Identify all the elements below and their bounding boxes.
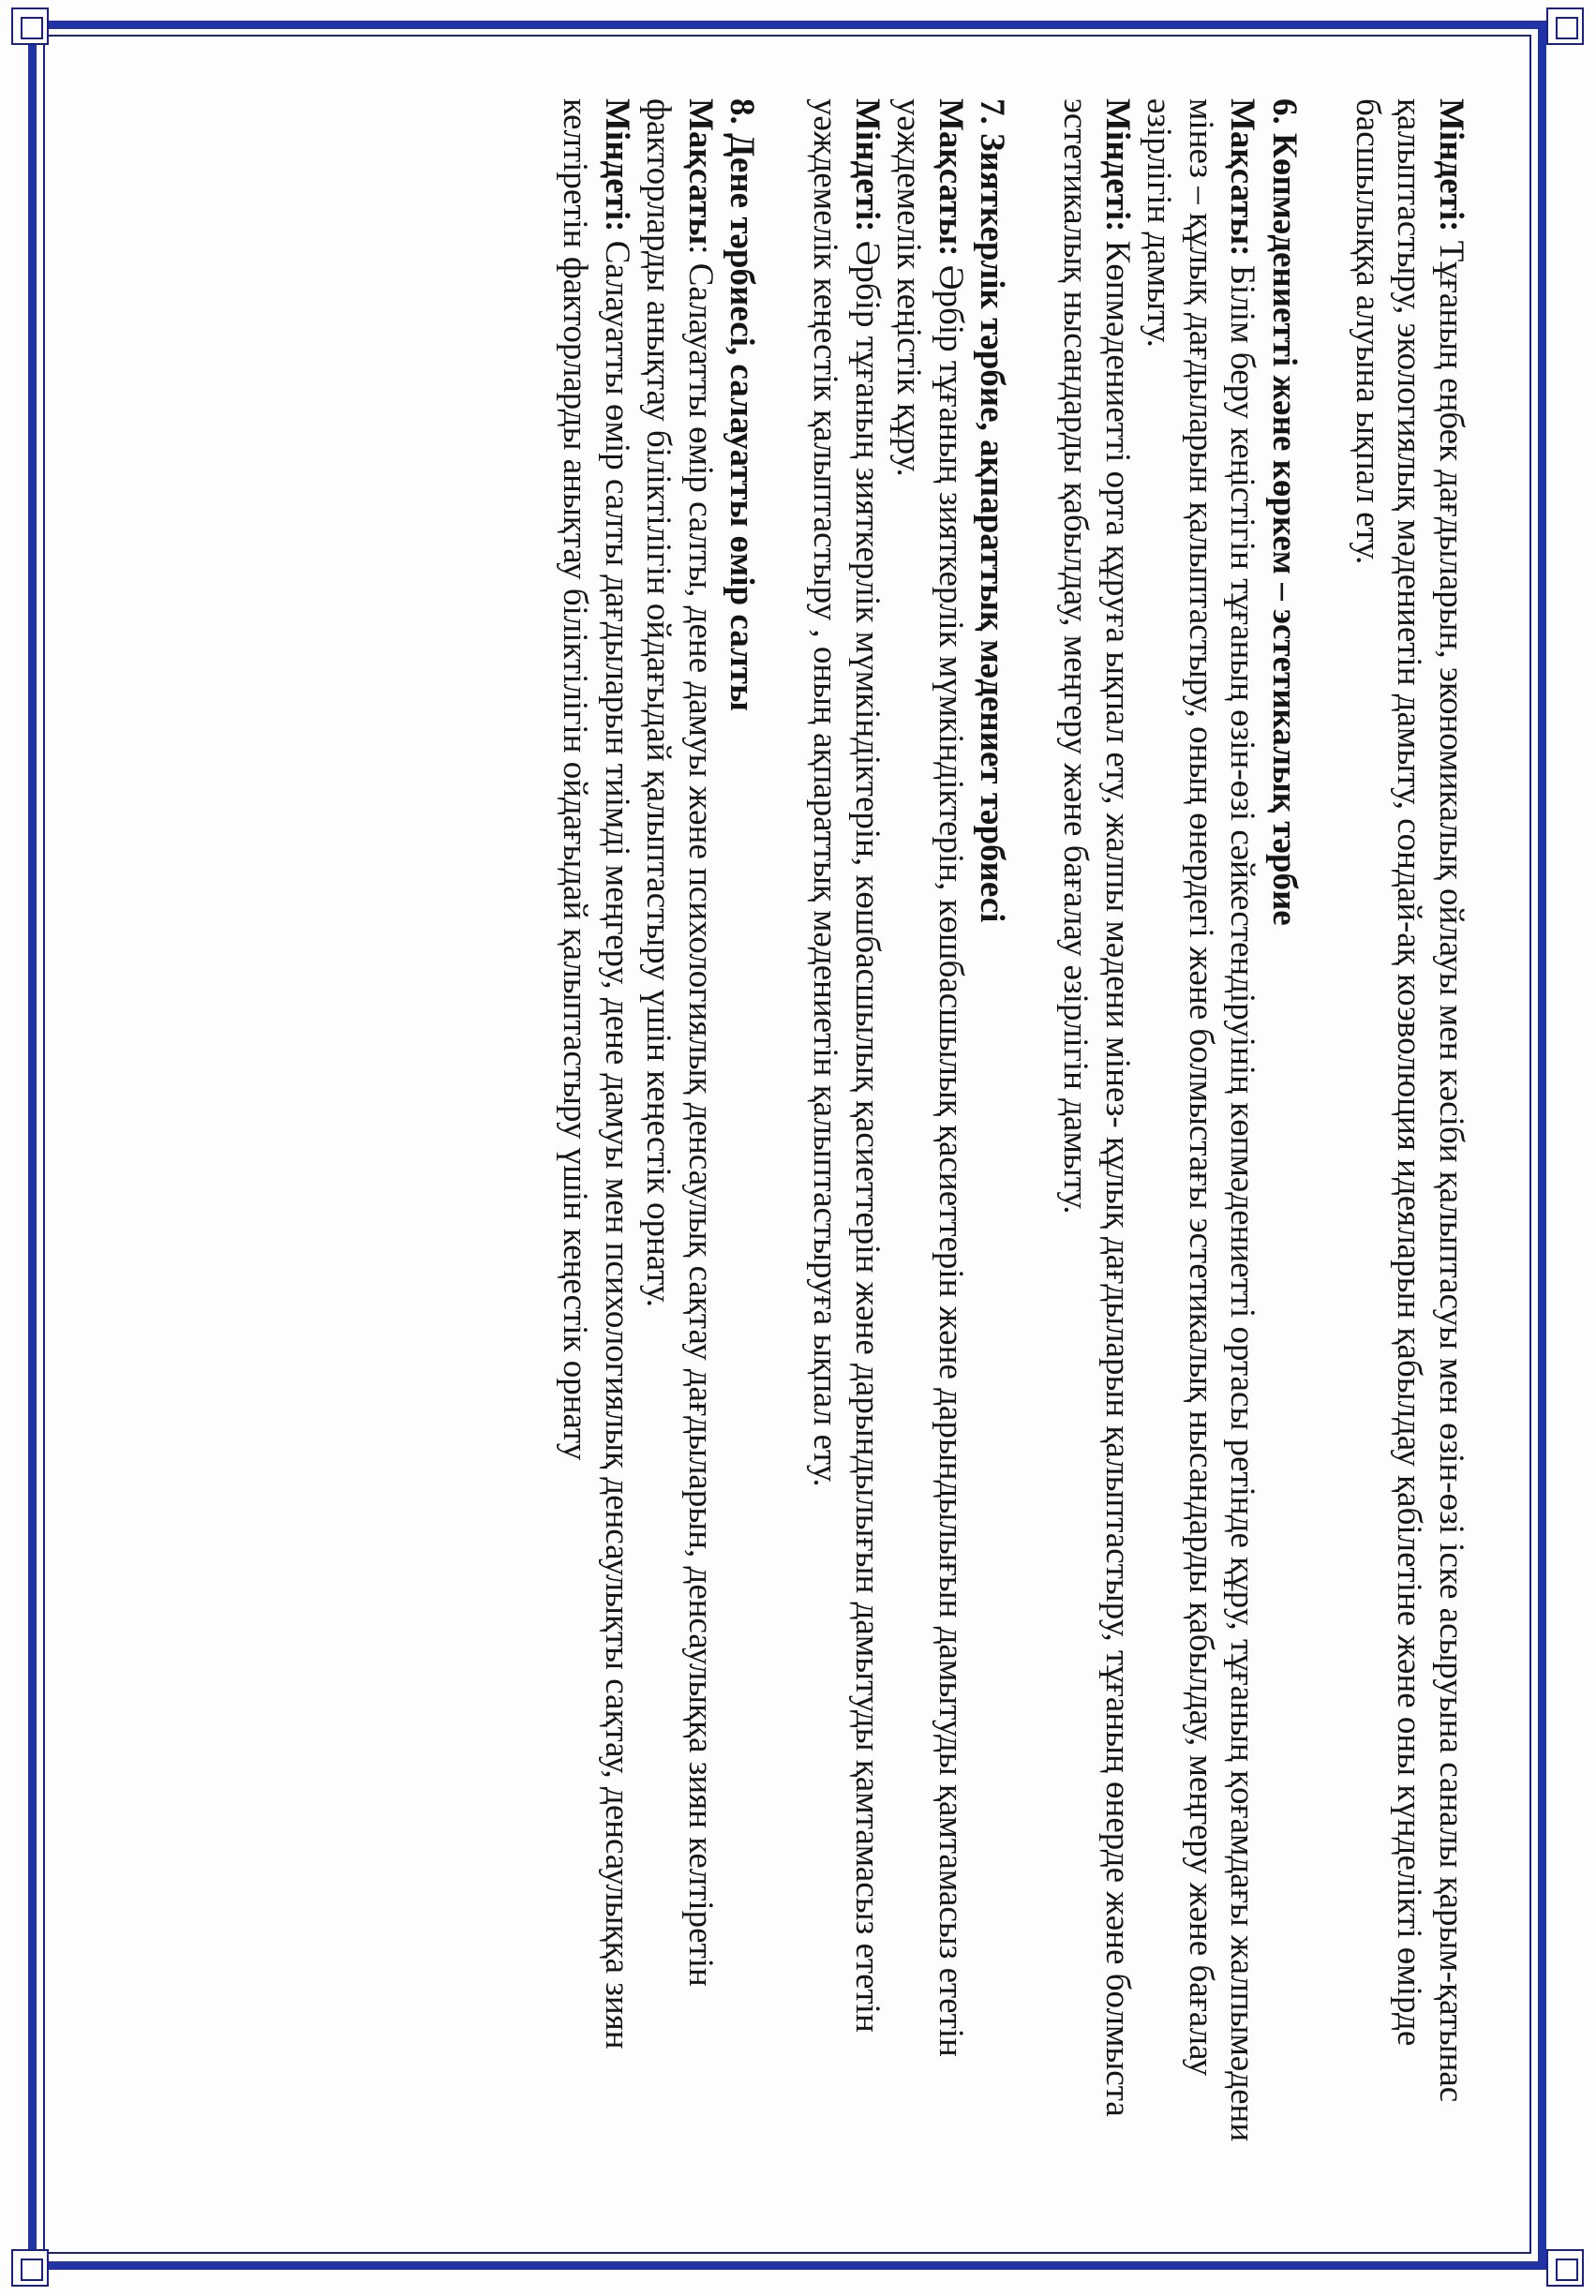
task-label: Міндеті: bbox=[598, 98, 636, 232]
intro-label: Міндеті: bbox=[1432, 98, 1470, 232]
goal-label: Мақсаты: bbox=[932, 98, 970, 257]
section-goal bbox=[887, 98, 971, 2174]
border-corner-ornament bbox=[1546, 7, 1584, 45]
goal-label: Мақсаты: bbox=[1223, 98, 1262, 257]
goal-text: Әрбір тұғаның зияткерлік мүмкіндіктерін, көшбасшылық қасиеттерін және дарындылығын дамытуды қамтамасыз ететін уәждемелік кеңістік құру. bbox=[889, 98, 970, 2057]
section-task bbox=[1054, 98, 1138, 2174]
goal-text: Білім беру кеңістігін тұғаның өзін-өзі сәйкестендіруінің көпмәдениетті ортасы ретінде құру, тұғаның қоғамдағы жалпымәдени мінез – құлық дағдыларын қалыптастыру, оның өнердегі және болмыстағы эстетикалық нысандарды қабылдау, меңгеру және бағалау әзірлігін дамыту. bbox=[1140, 98, 1262, 2142]
section-heading: 7. Зияткерлік тәрбие, ақпараттық мәдениет тәрбиесі bbox=[973, 98, 1012, 923]
intro-text: Тұғаның еңбек дағдыларын, экономикалық ойлауы мен кәсіби қалыптасуы мен өзін-өзі іске асыруына саналы қарым-қатынас қалыптастыру, экологиялық мәдениетін дамыту, сондай-ақ коэволюция идеяларын қабылдау қабілетіне және оны күнделікті өмірде басшылыққа алуына ықпал ету. bbox=[1349, 98, 1470, 2103]
task-text: Көпмәдениетті орта құруға ықпал ету, жалпы мәдени мінез- құлық дағдыларын қалыптастыру, тұғаның өнерде және болмыста эстетикалық нысандарды қабылдау, меңгеру және бағалау әзірлігін дамыту. bbox=[1056, 98, 1137, 2117]
border-corner-ornament bbox=[11, 7, 49, 45]
section-goal bbox=[637, 98, 721, 2174]
section-goal bbox=[1138, 98, 1263, 2174]
goal-label: Мақсаты bbox=[681, 98, 720, 246]
border-corner-ornament bbox=[1546, 2249, 1584, 2287]
section-task bbox=[554, 98, 637, 2174]
intro-paragraph bbox=[1347, 98, 1472, 2174]
section-heading: 6. Көпмәдениетті және көркем – эстетикалық тәрбие bbox=[1265, 98, 1304, 926]
section-8 bbox=[554, 98, 763, 2174]
task-text: Әрбір тұғаның зияткерлік мүмкіндіктерін, көшбасшылық қасиеттерін және дарындылығын дамытуды қамтамасыз ететін уәждемелік кеңестік қалыптастыру , оның ақпараттық мәдениетін қалыптастыруға ықпал ету. bbox=[806, 98, 887, 2033]
task-text: Салауатты өмір салты дағдыларын тиімді меңгеру, дене дамуы мен психологиялық денсаулықты сақтау, денсаулыққа зиян келтіретін факторларды анықтау біліктілігін ойдағыдай қалыптастыру үшін кеңестік орнату bbox=[556, 98, 636, 2050]
border-corner-ornament bbox=[11, 2249, 49, 2287]
section-6 bbox=[1054, 98, 1305, 2174]
goal-text: : Салауатты өмір салты, дене дамуы және психологиялық денсаулық сақтау дағдыларын, денсаулыққа зиян келтіретін факторларды анықтау біліктілігін ойдағыдай қалыптастыру үшін кеңестік орнату. bbox=[639, 98, 720, 1987]
section-task bbox=[804, 98, 887, 2174]
section-7 bbox=[804, 98, 1013, 2174]
section-heading: 8. Дене тәрбиесі, салауатты өмір салты bbox=[723, 98, 762, 711]
document-body bbox=[554, 98, 1471, 2174]
task-label: Міндеті: bbox=[848, 98, 887, 232]
task-label: Міндеті: bbox=[1098, 98, 1137, 232]
